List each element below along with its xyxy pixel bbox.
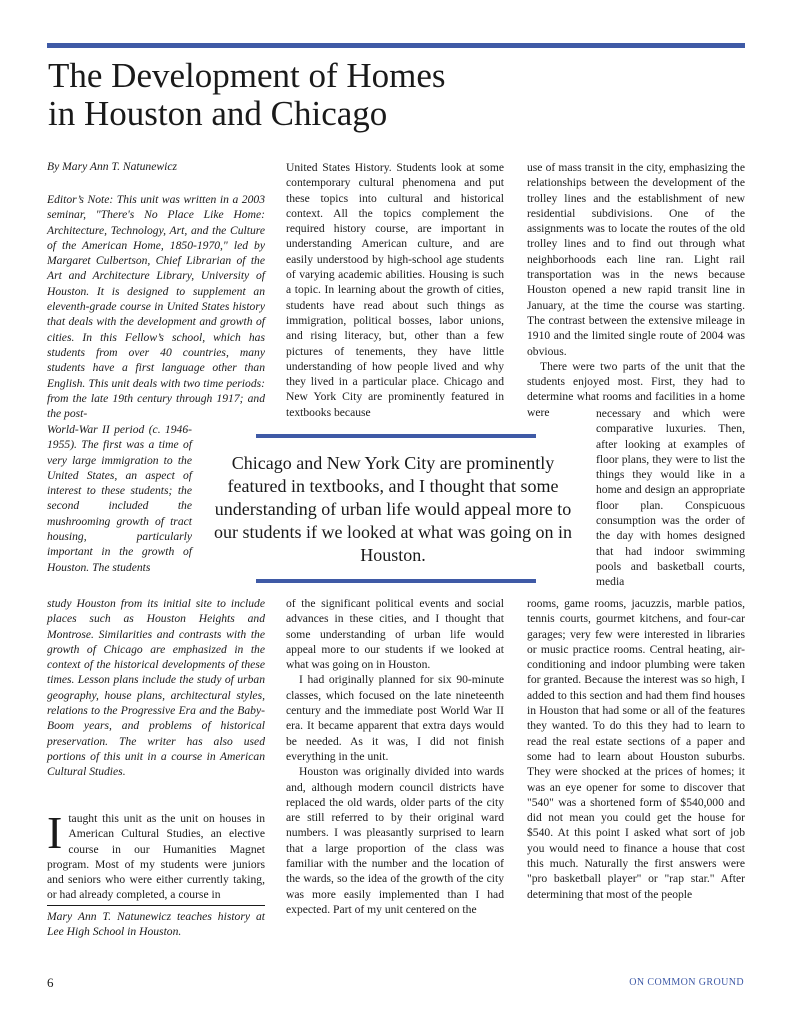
pull-quote-top-rule [256,434,536,438]
article-column-2-bottom [286,596,504,917]
editors-note-top-text: Editor’s Note: This unit was written in a 2003 seminar, "There's No Place Like Home: Architecture, Technology, Art, and the Culture of the American Home, 1850-1970," led by Margaret Culbertson, Chief Librarian of the Art and Architecture Library, University of Houston. It is designed to supplement an eleventh-grade course in United States history that deals with the development and growth of cities. In this Fellow’s school, which has students from over 40 countries, many students have a first language other than English. This unit deals with two time periods: from the late 19th century through 1917; and the post- [47,193,265,421]
article-column-3-bottom-text: rooms, game rooms, jacuzzis, marble patios, tennis courts, gourmet kitchens, and four-car garages; very few were interested in libraries or music practice rooms. Central heating, air-conditioning and indoor plumbing were taken for granted. Because the interest was so high, I added to this section and had them find houses in Houston that had some or all of the features they wanted. To do this they had to learn to read the real estate sections of a paper and some had to learn about Houston suburbs. They were shocked at the prices of homes; it was an eye opener for some to discover that "540" was a shortened form of $540,000 and did not mean you could get the house for $540. At this point I asked what sort of job you would need to finance a house that cost this much. Naturally the first answers were "pro basketball player" or "rap star." After determining that most of the people [527,597,745,901]
top-rule [47,43,745,48]
title-line-2: in Houston and Chicago [48,94,388,133]
article-column-3-bottom [527,596,745,902]
drop-cap: I [47,807,63,858]
article-paragraph: I had originally planned for six 90-minute classes, which focused on the late nineteenth century and the immediate post World War II era. It became apparent that extra days would be needed. As it was, I did not finish everything in the unit. [286,673,504,763]
article-column-2-top-text: United States History. Students look at some contemporary cultural phenomena and put these topics into cultural and historical context. All the topics complement the required history course, are important in understanding American culture, and are easily understood by high-school age students of varying academic abilities. Housing is such a topic. In learning about the growth of cities, students have read about such things as immigration, political bosses, labor unions, and rising literacy, but, other than a few pictures of tenements, they have little understanding of how people lived and why they lived in a particular place. Chicago and New York City are prominently featured in textbooks because [286,161,504,419]
running-head: ON COMMON GROUND [629,977,744,988]
bio-divider [47,905,265,906]
byline: By Mary Ann T. Natunewicz [47,160,177,173]
article-column-3-middle [596,406,745,590]
article-paragraph: of the significant political events and social advances in these cities, and I thought that some understanding of urban life would appeal more to our students if we looked at what was going on in Houston. [286,597,504,672]
editors-note-bottom [47,596,265,780]
editors-note-bottom-text: study Houston from its initial site to include places such as Houston Heights and Montrose. Similarities and contrasts with the growth of Chicago are emphasized in the context of the historical developments of these times. Lesson plans include the study of urban geography, house plans, architectural styles, relations to the Progressive Era and the Baby-Boom years, and problems of historical preservation. The writer has also used portions of this unit in a course in American Cultural Studies. [47,597,265,779]
author-bio-text: Mary Ann T. Natunewicz teaches history at Lee High School in Houston. [47,910,265,939]
article-column-1-text: taught this unit as the unit on houses in American Cultural Studies, an elective course in our Humanities Magnet program. Most of my students were juniors and seniors who were either currently taking, or had already completed, a course in [47,812,265,902]
article-paragraph: There were two parts of the unit that the students enjoyed most. First, they had to determine what rooms and facilities in a home were [527,359,745,419]
page-number: 6 [47,975,54,990]
article-column-3-middle-text: necessary and which were comparative luxuries. Then, after looking at examples of floor plans, they were to list the things they would like in a home and design an appropriate floor plan. Conspicuous consumption was the order of the day with homes designed that had indoor swimming pools and basketball courts, media [596,407,745,589]
pull-quote-bottom-rule [256,579,536,583]
article-paragraph: use of mass transit in the city, emphasizing the relationships between the development of the trolley lines and the establishment of new residential subdivisions. One of the assignments was to locate the routes of the old trolley lines and to find out through what neighborhoods each line ran. Light rail transportation was in the news because Houston opened a new rapid transit line in January, at the time the course was starting. The contrast between the extensive mileage in 1910 and the limited single route of 2004 was obvious. [527,161,745,358]
editors-note-top [47,192,265,421]
author-bio [47,909,265,940]
article-column-1 [47,807,265,903]
title-line-1: The Development of Homes [48,56,446,95]
page-title [48,57,568,133]
editors-note-narrow [47,422,192,575]
article-column-2-top [286,160,504,420]
article-paragraph: Houston was originally divided into wards and, although modern council districts have replaced the old wards, older parts of the city are still referred to by their original ward numbers. I was pleasantly surprised to learn that a large proportion of the class was familiar with the number and the location of the wards, so the idea of the growth of the city was more easily implemented than I had expected. Part of my unit centered on the [286,765,504,916]
pull-quote: Chicago and New York City are prominently featured in textbooks, and I thought that some understanding of urban life would appeal more to our students if we looked at what was going on in Houston. [214,453,572,565]
article-column-3-top [527,160,745,420]
editors-note-narrow-text: World-War II period (c. 1946-1955). The first was a time of very large immigration to the United States, an aspect of interest to these students; the second included the mushrooming growth of tract housing, particularly important in the growth of Houston. The students [47,423,192,574]
